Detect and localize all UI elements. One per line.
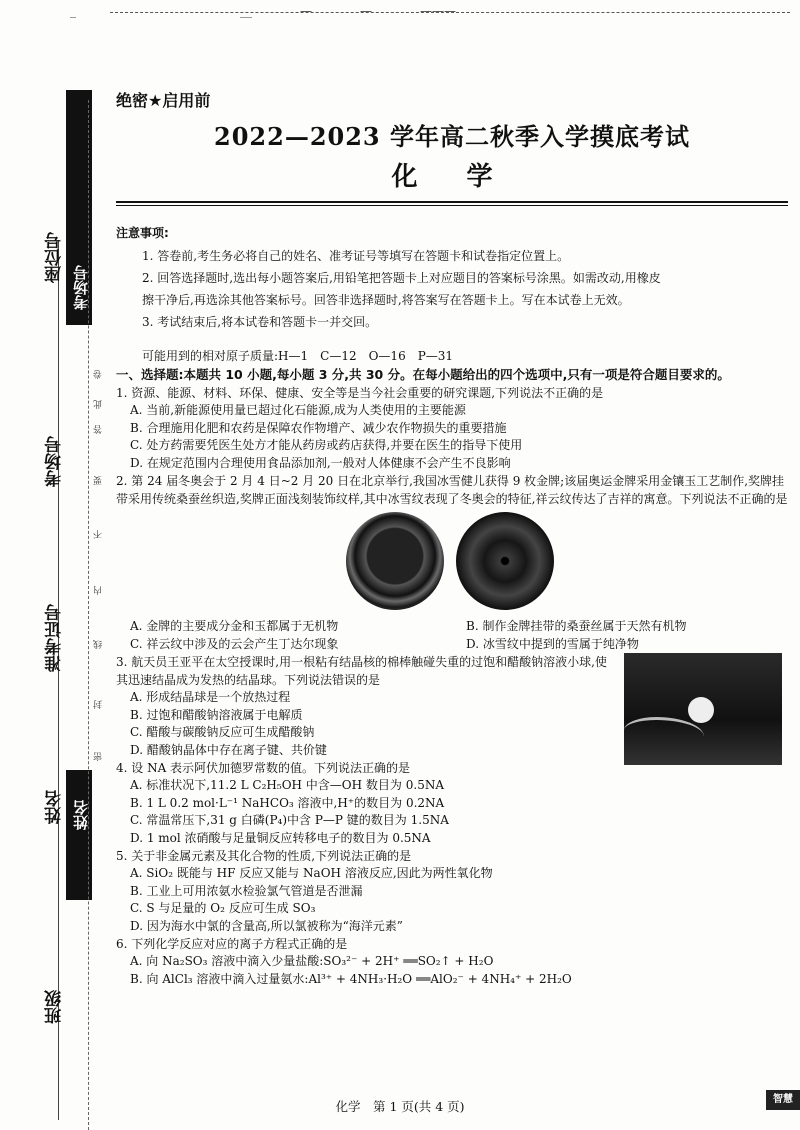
seal-char: 封 [94,700,104,709]
binding-strip [0,0,108,1130]
option: D. 在规定范围内合理使用食品添加剂,一般对人体健康不会产生不良影响 [130,455,511,470]
question-stem: 4. 设 NA 表示阿伏加德罗常数的值。下列说法正确的是 [116,761,411,775]
field-line [58,240,59,1120]
top-mark: — [300,4,312,18]
seal-char: 此 [94,400,104,409]
option-row [116,636,788,654]
question-stem: 5. 关于非金属元素及其化合物的性质,下列说法正确的是 [116,849,412,863]
top-mark: — [360,4,372,18]
page-footer: 化学 第 1 页(共 4 页) [335,1099,465,1114]
question-stem: 6. 下列化学反应对应的离子方程式正确的是 [116,937,348,951]
corner-logo: 智慧 [766,1090,800,1110]
medal-images [116,508,788,618]
space-crystal-photo [624,653,782,765]
option: C. 常温常压下,31 g 白磷(P₄)中含 P—P 键的数目为 1.5NA [130,813,449,827]
question-stem: 2. 第 24 届冬奥会于 2 月 4 日~2 月 20 日在北京举行,我国冰雪健儿获得 9 枚金牌;该届奥运金牌采用金镶玉工艺制作,奖牌挂带采用传统桑蚕丝织造,奖牌正面浅刻装饰纹样,其中冰雪纹表现了冬奥会的特征,祥云纹传达了吉祥的寓意。下列说法不正确的是 [116,474,788,506]
medal-front-image [346,512,444,610]
note-item: 擦干净后,再选涂其他答案标号。回答非选择题时,将答案写在答题卡上。写在本试卷上无效。 [142,293,630,307]
note-item: 3. 考试结束后,将本试卷和答题卡一并交回。 [142,315,378,329]
seal-char: 密 [94,752,104,761]
question-stem: 1. 资源、能源、材料、环保、健康、安全等是当今社会重要的研究课题,下列说法不正确的是 [116,386,604,400]
option: B. 过饱和醋酸钠溶液属于电解质 [130,707,303,722]
seal-char: 不 [94,530,104,539]
top-mark: ——— [420,4,456,18]
section-heading: 一、选择题:本题共 10 小题,每小题 3 分,共 30 分。在每小题给出的四个选项中,只有一项是符合题目要求的。 [116,367,730,382]
option: D. 冰雪纹中提到的雪属于纯净物 [466,636,639,651]
option: D. 1 mol 浓硝酸与足量铜反应转移电子的数目为 0.5NA [130,830,431,845]
seal-char: 答 [94,425,104,434]
bar-text-bottom: 姓名 [72,800,90,830]
confidential-mark: 绝密★启用前 [116,91,211,110]
question-stem: 3. 航天员王亚平在太空授课时,用一根粘有结晶核的棉棒触碰失重的过饱和醋酸钠溶液小球,使其迅速结晶成为发热的结晶球。下列说法错误的是 [116,655,607,687]
option-row [116,618,788,636]
seal-char: 内 [94,586,104,595]
exam-title: 2022—2023 学年高二秋季入学摸底考试 [214,122,690,151]
label-class: 班级 [45,990,65,1024]
seal-char: 要 [94,476,104,485]
option: A. 向 Na₂SO₃ 溶液中滴入少量盐酸:SO₃²⁻ + 2H⁺ ══SO₂↑ + H₂O [130,954,494,968]
option: A. 金牌的主要成分金和玉都属于无机物 [130,619,339,633]
option: D. 醋酸钠晶体中存在离子键、共价键 [130,742,327,757]
top-mark: __ [240,4,252,18]
label-seat-number: 座位号 [45,232,65,283]
seal-line [88,100,89,1130]
bar-text-top: 考场号 [72,265,90,310]
atomic-masses: 可能用到的相对原子质量:H—1 C—12 O—16 P—31 [142,349,454,363]
page-content [116,88,788,988]
option: D. 因为海水中氯的含量高,所以氯被称为“海洋元素” [130,918,403,933]
option: C. 醋酸与碳酸钠反应可生成醋酸钠 [130,725,315,739]
option: A. 形成结晶球是一个放热过程 [130,690,291,704]
label-exam-room: 考场号 [45,436,65,487]
option: B. 工业上可用浓氨水检验氯气管道是否泄漏 [130,883,363,898]
title-rule-thin [116,205,788,206]
option: B. 制作金牌挂带的桑蚕丝属于天然有机物 [466,619,687,633]
photo-crystal-ball [688,697,714,723]
subject-title: 化 学 [391,162,513,192]
question-block [116,653,788,759]
option: B. 向 AlCl₃ 溶液中滴入过量氨水:Al³⁺ + 4NH₃·H₂O ══AlO₂⁻ + 4NH₄⁺ + 2H₂O [130,971,572,986]
medal-back-image [456,512,554,610]
label-ticket-number: 准考证号 [45,604,65,672]
option: C. 祥云纹中涉及的云会产生丁达尔现象 [130,636,339,651]
option: A. 当前,新能源使用量已超过化石能源,成为人类使用的主要能源 [130,403,466,417]
option: B. 1 L 0.2 mol·L⁻¹ NaHCO₃ 溶液中,H⁺的数目为 0.2NA [130,795,445,810]
option: A. SiO₂ 既能与 HF 反应又能与 NaOH 溶液反应,因此为两性氧化物 [130,866,493,880]
label-name: 姓名 [45,790,65,824]
top-mark: _ [70,4,76,18]
photo-hand [624,717,704,750]
title-rule [116,201,788,203]
seal-char: 卷 [94,370,104,379]
option: B. 合理施用化肥和农药是保障农作物增产、减少农作物损失的重要措施 [130,420,507,435]
note-item: 1. 答卷前,考生务必将自己的姓名、准考证号等填写在答题卡和试卷指定位置上。 [142,249,570,263]
option: A. 标准状况下,11.2 L C₂H₅OH 中含—OH 数目为 0.5NA [130,778,444,792]
option: C. S 与足量的 O₂ 反应可生成 SO₃ [130,901,316,915]
note-item: 2. 回答选择题时,选出每小题答案后,用铅笔把答题卡上对应题目的答案标号涂黑。如需改动,用橡皮 [142,271,661,285]
option: C. 处方药需要凭医生处方才能从药房或药店获得,并要在医生的指导下使用 [130,438,523,452]
seal-char: 线 [94,640,104,649]
notes-title: 注意事项: [116,226,169,240]
